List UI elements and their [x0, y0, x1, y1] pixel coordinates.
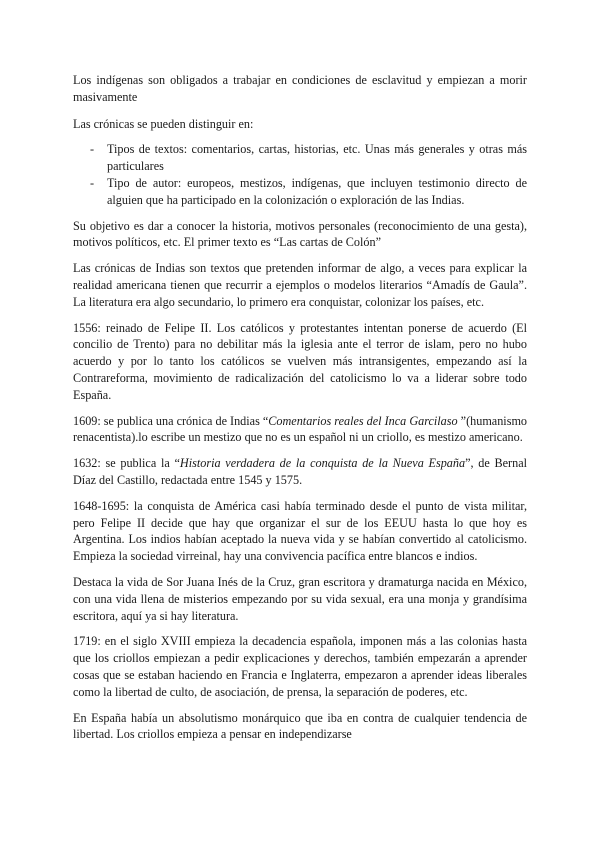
- list-item-text: Tipo de autor: europeos, mestizos, indígenas, que incluyen testimonio directo de alguien que ha participado en la colonización o exploración de las Indias.: [107, 175, 527, 207]
- paragraph-1719: 1719: en el siglo XVIII empieza la decadencia española, imponen más a las colonias hasta que los criollos empiezan a pedir explicaciones y derechos, también empezarán a aprender cosas que se estaban haciendo en Francia e Inglaterra, empezaron a aprender ideas liberales como la libertad de culto, de asociación, de prensa, la separación de poderes, etc.: [73, 634, 527, 699]
- paragraph-objetivo: Su objetivo es dar a conocer la historia, motivos personales (reconocimiento de una gesta), motivos políticos, etc. El primer texto es “Las cartas de Colón”: [73, 218, 527, 250]
- list-item-text: Tipos de textos: comentarios, cartas, historias, etc. Unas más generales y otras más particulares: [107, 142, 527, 174]
- paragraph-sor-juana: Destaca la vida de Sor Juana Inés de la Cruz, gran escritora y dramaturga nacida en México, con una vida llena de misterios empezando por su vida sexual, era una monja y grandísima escritora, aquí ya si hay literatura.: [73, 574, 527, 623]
- list-item: [73, 141, 527, 175]
- text-run: 1609: se publica una crónica de Indias “: [73, 413, 269, 428]
- list-bullet: -: [90, 175, 95, 190]
- chronicles-types-list: [73, 141, 527, 208]
- paragraph-indigenas: Los indígenas son obligados a trabajar en condiciones de esclavitud y empiezan a morir masivamente: [73, 73, 527, 104]
- list-item: [73, 175, 527, 209]
- paragraph-1632: [73, 455, 527, 489]
- paragraph-cronicas-indias: Las crónicas de Indias son textos que pretenden informar de algo, a veces para explicar la realidad americana tienen que recurrir a ejemplos o modelos literarios “Amadís de Gaula”. La literatura era algo secundario, lo primero era conquistar, colonizar los países, etc.: [73, 261, 527, 309]
- text-run: 1632: se publica la “: [73, 456, 180, 471]
- book-title-italic: Historia verdadera de la conquista de la Nueva España: [179, 456, 466, 471]
- book-title-italic: Comentarios reales del Inca Garcilaso: [268, 413, 458, 428]
- paragraph-absolutismo: En España había un absolutismo monárquico que iba en contra de cualquier tendencia de libertad. Los criollos empieza a pensar en independizarse: [73, 710, 527, 742]
- paragraph-1609: [73, 413, 527, 447]
- paragraph-1556: 1556: reinado de Felipe II. Los católicos y protestantes intentan ponerse de acuerdo (El concilio de Trento) para no debilitar más la iglesia ante el terror de islam, pero no hubo acuerdo y por lo tanto los católicos se vuelven más intransigentes, empezando así la Contrareforma, movimiento de radicalización del catolicismo lo va a liderar sobre todo España.: [73, 320, 527, 402]
- list-bullet: -: [90, 142, 95, 157]
- text-run: ”, de Bernal Díaz del Castillo, redactada entre 1545 y 1575.: [73, 456, 527, 487]
- paragraph-cronicas-intro: Las crónicas se pueden distinguir en:: [73, 116, 254, 131]
- text-run: ”(humanismo renacentista).lo escribe un mestizo que no es un español ni un criollo, es mestizo americano.: [73, 413, 528, 445]
- paragraph-1648-1695: 1648-1695: la conquista de América casi había terminado desde el punto de vista militar, pero Felipe II decide que hay que organizar el sur de los EEUU hasta lo que hoy es Argentina. Los indios habían aceptado la nueva vida y se habían convertido al catolicismo. Empieza la sociedad virreinal, hay una convivencia pacífica entre blancos e indios.: [73, 498, 527, 564]
